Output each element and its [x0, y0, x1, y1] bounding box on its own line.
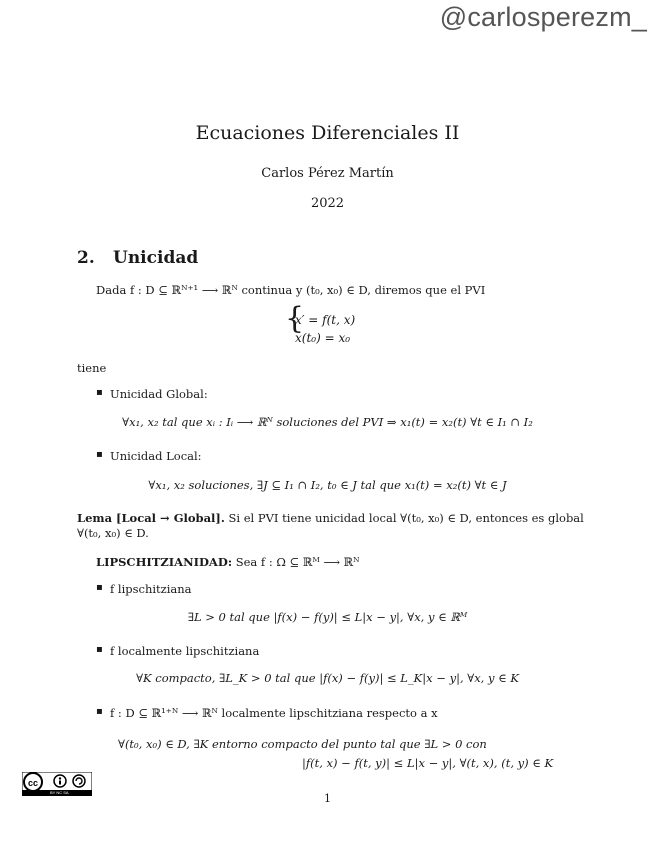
pvi-initial-condition: x(t₀) = x₀: [295, 331, 351, 345]
global-uniqueness-label: ▪ Unicidad Global:: [110, 387, 208, 401]
lemma-title: Lema [Local → Global].: [77, 511, 225, 525]
intro-paragraph: Dada f : D ⊆ ℝᴺ⁺¹ ⟶ ℝᴺ continua y (t₀, x₀) ∈ D, diremos que el PVI: [96, 283, 486, 297]
local-uniqueness-label: ▪ Unicidad Local:: [110, 449, 202, 463]
lipschitz-definition: [96, 555, 360, 569]
section-heading: [77, 248, 198, 268]
local-lipschitz-item-label: ▪ f localmente lipschitziana: [110, 644, 259, 658]
lipschitz-item-formula: ∃L > 0 tal que |f(x) − f(y)| ≤ L|x − y|, ∀x, y ∈ ℝᴹ: [187, 610, 468, 624]
page-number: 1: [324, 792, 331, 805]
left-brace: {: [285, 301, 305, 336]
partial-lipschitz-formula-line2: |f(t, x) − f(t, y)| ≤ L|x − y|, ∀(t, x), (t, y) ∈ K: [302, 756, 554, 770]
lipschitz-item-label: ▪ f lipschitziana: [110, 582, 192, 596]
lemma-continuation: ∀(t₀, x₀) ∈ D.: [77, 526, 149, 540]
tiene-text: tiene: [77, 361, 107, 375]
local-uniqueness-formula: ∀x₁, x₂ soluciones, ∃J ⊆ I₁ ∩ I₂, t₀ ∈ J tal que x₁(t) = x₂(t) ∀t ∈ J: [148, 478, 507, 492]
local-lipschitz-item-formula: ∀K compacto, ∃L_K > 0 tal que |f(x) − f(y)| ≤ L_K|x − y|, ∀x, y ∈ K: [136, 671, 519, 685]
section-title: Unicidad: [113, 248, 199, 268]
lemma-text: Si el PVI tiene unicidad local ∀(t₀, x₀) ∈ D, entonces es global: [224, 511, 584, 525]
lipschitz-setup: Sea f : Ω ⊆ ℝᴹ ⟶ ℝᴺ: [232, 555, 360, 569]
global-uniqueness-formula: ∀x₁, x₂ tal que xᵢ : Iᵢ ⟶ ℝᴺ soluciones del PVI ⇒ x₁(t) = x₂(t) ∀t ∈ I₁ ∩ I₂: [122, 415, 533, 429]
author: Carlos Pérez Martín: [261, 166, 394, 181]
lipschitz-heading: LIPSCHITZIANIDAD:: [96, 555, 233, 569]
svg-text:cc: cc: [27, 778, 39, 788]
watermark: @carlosperezm_: [439, 2, 647, 32]
lemma: [77, 511, 584, 525]
year: 2022: [310, 196, 345, 211]
partial-lipschitz-item-label: ▪ f : D ⊆ ℝ¹⁺ᴺ ⟶ ℝᴺ localmente lipschitziana respecto a x: [110, 706, 438, 720]
section-number: 2.: [77, 248, 95, 268]
partial-lipschitz-formula-line1: ∀(t₀, x₀) ∈ D, ∃K entorno compacto del punto tal que ∃L > 0 con: [118, 737, 487, 751]
pvi-equation: x′ = f(t, x): [295, 313, 356, 327]
document-title: Ecuaciones Diferenciales II: [195, 122, 460, 144]
license-text: BY NC SA: [50, 790, 69, 795]
